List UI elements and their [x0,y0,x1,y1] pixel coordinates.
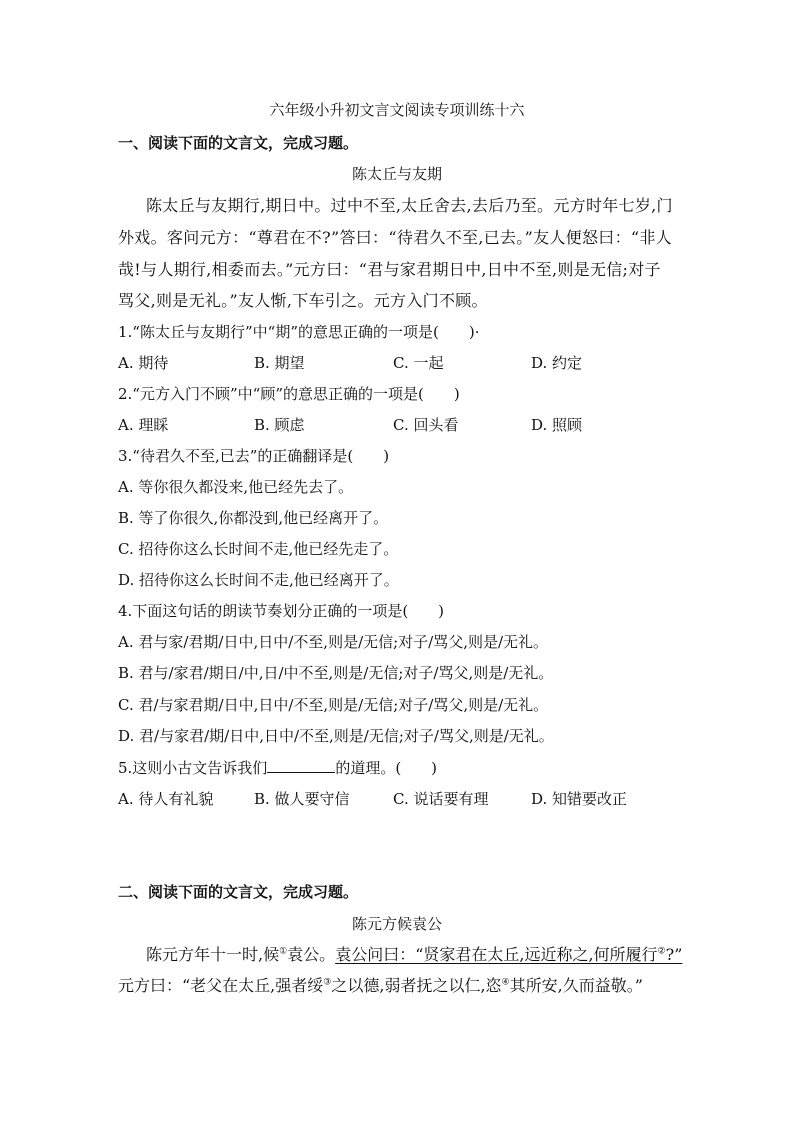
question-1-stem: 1.“陈太丘与友期行”中“期”的意思正确的一项是( )· [118,323,480,341]
question-2-option-c[interactable]: C. 回头看 [393,416,459,434]
page-title: 六年级小升初文言文阅读专项训练十六 [269,101,525,119]
question-4-option-c[interactable]: C. 君/与家君期/日中,日中/不至,则是/无信;对子/骂父,则是/无礼。 [118,696,549,714]
section2-heading: 二、阅读下面的文言文，完成习题。 [118,883,359,901]
question-5-option-d[interactable]: D. 知错要改正 [531,790,628,808]
line1-part-a: 陈元方年十一时,候 [146,945,280,964]
passage-line-2: 外戏。客问元方：“尊君在不?”答曰：“待君久不至,已去。”友人便怒曰：“非人 [118,228,672,247]
question-2-option-d[interactable]: D. 照顾 [531,416,583,434]
line2-part-c: 其所安,久而益敬。” [509,976,643,995]
question-2-option-a[interactable]: A. 理睬 [118,416,169,434]
question-5-stem-after: 的道理。( ) [335,759,438,777]
question-2-option-b[interactable]: B. 顾虑 [254,416,305,434]
question-3-option-c[interactable]: C. 招待你这么长时间不走,他已经先走了。 [118,540,399,558]
note-4-marker: ④ [501,977,510,988]
question-5-option-c[interactable]: C. 说话要有理 [393,790,489,808]
underlined-part-a: 袁公问曰：“贤家君在太丘,远近称之,何所履行 [335,945,658,964]
section2-passage-line-2 [118,976,643,996]
answer-blank[interactable] [267,758,335,773]
question-3-option-a[interactable]: A. 等你很久都没来,他已经先去了。 [118,478,354,496]
passage-line-3: 哉!与人期行,相委而去。”元方曰：“君与家君期日中,日中不至,则是无信;对子 [118,260,661,279]
note-3-marker: ③ [323,977,332,988]
underlined-part-b: ?” [665,945,683,964]
question-3-stem: 3.“待君久不至,已去”的正确翻译是( ) [118,447,390,465]
question-1-option-c[interactable]: C. 一起 [393,354,444,372]
note-2-marker: ② [657,946,666,957]
line2-part-a: 元方曰：“老父在太丘,强者绥 [118,976,324,995]
question-3-option-d[interactable]: D. 招待你这么长时间不走,他已经离开了。 [118,571,399,589]
passage-line-1: 陈太丘与友期行,期日中。过中不至,太丘舍去,去后乃至。元方时年七岁,门 [146,196,673,215]
question-1-option-d[interactable]: D. 约定 [531,354,583,372]
question-1-option-b[interactable]: B. 期望 [254,354,305,372]
note-1-marker: ① [279,946,288,957]
question-5-option-b[interactable]: B. 做人要守信 [254,790,350,808]
question-5-stem [118,758,437,778]
question-5-stem-before: 5.这则小古文告诉我们 [118,759,268,777]
line2-part-b: 之以德,弱者抚之以仁,恣 [331,976,502,995]
question-5-option-a[interactable]: A. 待人有礼貌 [118,790,214,808]
question-4-option-d[interactable]: D. 君/与家君/期/日中,日中/不至,则是/无信;对子/骂父,则是/无礼。 [118,727,554,745]
section1-passage-title: 陈太丘与友期 [351,165,442,183]
underlined-sentence [335,945,682,964]
question-4-option-a[interactable]: A. 君与家/君期/日中,日中/不至,则是/无信;对子/骂父,则是/无礼。 [118,633,549,651]
section2-passage-line-1 [146,945,682,965]
section1-heading: 一、阅读下面的文言文，完成习题。 [118,134,359,152]
passage-line-4: 骂父,则是无礼。”友人惭,下车引之。元方入门不顾。 [118,291,488,310]
question-3-option-b[interactable]: B. 等了你很久,你都没到,他已经离开了。 [118,509,389,527]
question-1-option-a[interactable]: A. 期待 [118,354,169,372]
question-2-stem: 2.“元方入门不顾”中“顾”的意思正确的一项是( ) [118,385,460,403]
section2-passage-title: 陈元方候袁公 [351,915,442,933]
question-4-stem: 4.下面这句话的朗读节奏划分正确的一项是( ) [118,602,445,620]
line1-part-b: 袁公。 [287,945,336,964]
question-4-option-b[interactable]: B. 君与/家君/期日/中,日/中不至,则是/无信;对子/骂父,则是/无礼。 [118,664,554,682]
